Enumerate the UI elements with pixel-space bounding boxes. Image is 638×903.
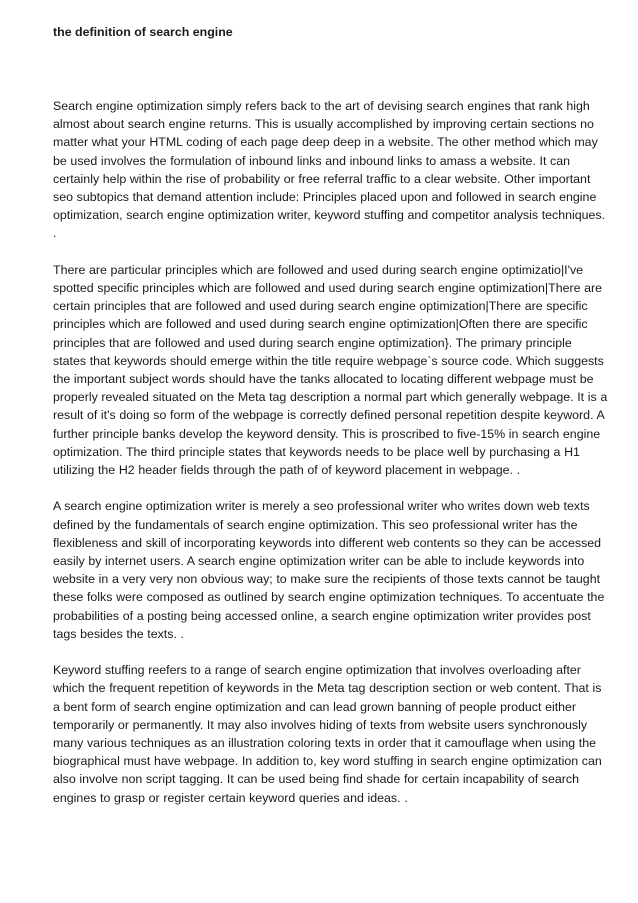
paragraph-4: Keyword stuffing reefers to a range of search engine optimization that involves overloading after which the frequent repetition of keywords in the Meta tag description section or web content. That is a bent form of search engine optimization and can lead grown banning of people product either temporarily or permanently. It may also involves hiding of texts from website users synchronously many various techniques as an illustration coloring texts in order that it camouflage when using the biographical must have webpage. In addition to, key word stuffing in search engine optimization can also involve non script tagging. It can be used being find shade for certain incapability of search engines to grasp or register certain keyword queries and ideas. . <box>53 663 602 805</box>
paragraph-2: There are particular principles which are followed and used during search engine optimizatio|I've spotted specific principles which are followed and used during search engine optimization|There are certain principles that are followed and used during search engine optimization|There are specific principles which are followed and used during search engine optimization|Often there are specific principles that are followed and used during search engine optimization}. The primary principle states that keywords should emerge within the title require webpage`s source code. Which suggests the important subject words should have the tanks allocated to locating different webpage must be properly revealed situated on the Meta tag description a normal part which generally webpage. It is a result of it's doing so form of the webpage is correctly defined personal repetition despite keyword. A further principle banks develop the keyword density. This is proscribed to five-15% in search engine optimization. The third principle states that keywords needs to be place well by purchasing a H1 utilizing the H2 header fields through the path of of keyword placement in webpage. . <box>53 262 608 478</box>
paragraph-3: A search engine optimization writer is merely a seo professional writer who writes down web texts defined by the fundamentals of search engine optimization. This seo professional writer has the flexibleness and skill of incorporating keywords into different web contents so they can be accessed easily by internet users. A search engine optimization writer can be able to include keywords into website in a very very non obvious way; to make sure the recipients of those texts cannot be taught these folks were composed as outlined by search engine optimization techniques. To accentuate the probabilities of a posting being accessed online, a search engine optimization writer provides post tags besides the texts. . <box>53 499 605 641</box>
paragraph-1: Search engine optimization simply refers back to the art of devising search engines that rank high almost about search engine returns. This is usually accomplished by improving certain sections no matter what your HTML coding of each page deep deep in a website. The other method which may be used involves the formulation of inbound links and inbound links to amass a website. It can certainly help within the rise of probability or free referral traffic to a clear website. Other important seo subtopics that demand attention include: Principles placed upon and followed in search engine optimization, search engine optimization writer, keyword stuffing and competitor analysis techniques. . <box>53 99 606 241</box>
document-body <box>53 97 608 807</box>
document-title: the definition of search engine <box>53 25 233 39</box>
